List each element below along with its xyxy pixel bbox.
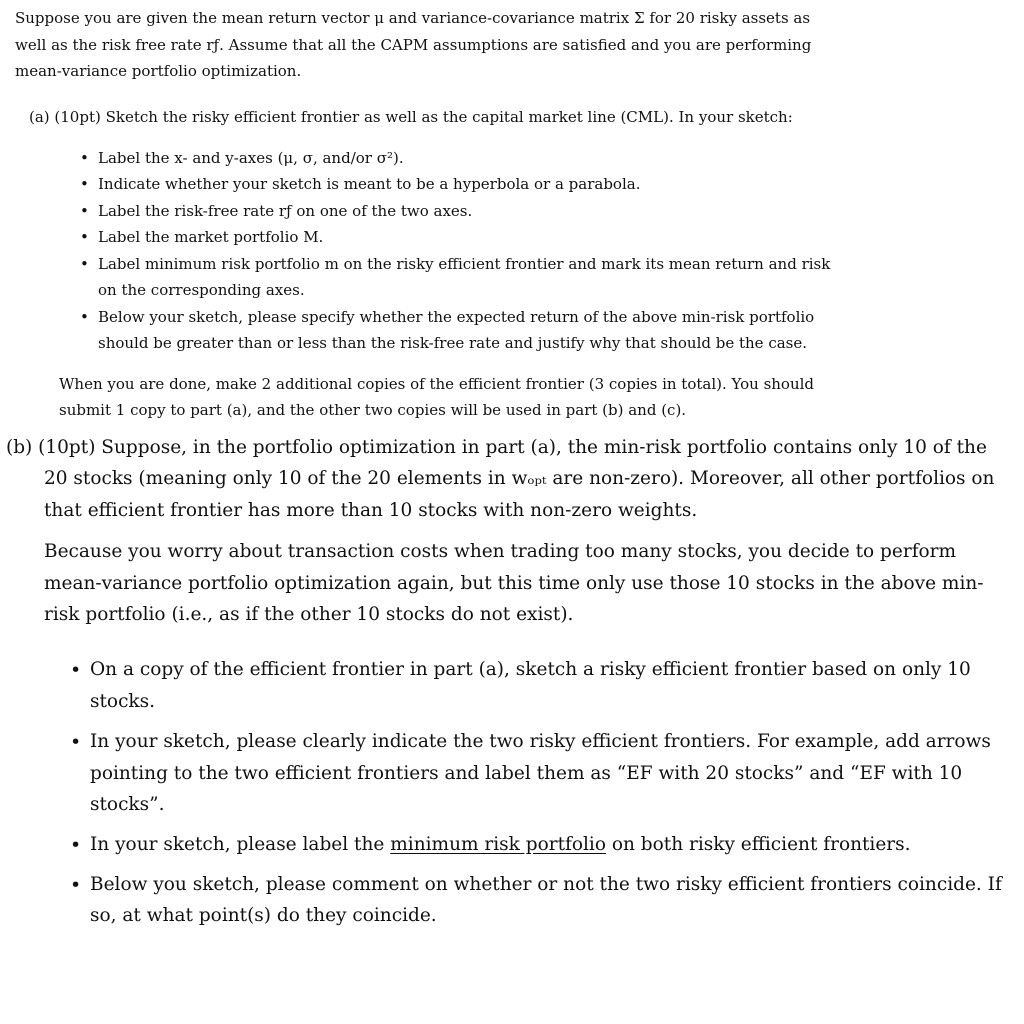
intro-line-2: well as the risk free rate rƒ. Assume that all the CAPM assumptions are satisfied and you are performing — [15, 36, 812, 54]
part-b-bullet-3-before: In your sketch, please label the — [90, 834, 391, 855]
part-a-bullet-3: Label the risk-free rate rƒ on one of the two axes. — [98, 202, 473, 220]
part-b-bullet-3 — [90, 834, 911, 855]
part-b-bullet-3-underlined: minimum risk portfolio — [390, 834, 606, 855]
part-a-bullet-6-line-1: Below your sketch, please specify whether the expected return of the above min-risk portfolio — [98, 308, 815, 326]
bullet-icon: • — [70, 874, 82, 896]
bullet-icon: • — [80, 255, 89, 273]
bullet-icon: • — [80, 149, 89, 167]
bullet-icon: • — [70, 731, 82, 753]
part-a-bullet-5-line-2: on the corresponding axes. — [98, 281, 305, 299]
part-a-header: (a) (10pt) Sketch the risky efficient frontier as well as the capital market line (CML). In your sketch: — [29, 108, 793, 126]
part-b-para2-line-1: Because you worry about transaction costs when trading too many stocks, you decide to perform — [44, 541, 957, 562]
part-b-para2-line-3: risk portfolio (i.e., as if the other 10 stocks do not exist). — [44, 604, 574, 625]
bullet-icon: • — [80, 308, 89, 326]
part-b-bullet-2-line-1: In your sketch, please clearly indicate the two risky efficient frontiers. For example, add arrows — [90, 731, 991, 752]
part-a-bullet-2: Indicate whether your sketch is meant to be a hyperbola or a parabola. — [98, 175, 641, 193]
part-b-bullet-1-line-2: stocks. — [90, 691, 156, 712]
part-b-bullet-2-line-3: stocks”. — [90, 794, 165, 815]
part-a-bullet-4: Label the market portfolio M. — [98, 228, 324, 246]
part-a-bullet-5-line-1: Label minimum risk portfolio m on the risky efficient frontier and mark its mean return and risk — [98, 255, 831, 273]
bullet-icon: • — [70, 659, 82, 681]
bullet-icon: • — [80, 228, 89, 246]
intro-line-1: Suppose you are given the mean return vector μ and variance-covariance matrix Σ for 20 risky assets as — [15, 9, 811, 27]
part-b-bullet-1-line-1: On a copy of the efficient frontier in part (a), sketch a risky efficient frontier based on only 10 — [90, 659, 971, 680]
part-a-note-line-2: submit 1 copy to part (a), and the other two copies will be used in part (b) and (c). — [59, 401, 687, 419]
part-b-bullet-2-line-2: pointing to the two efficient frontiers and label them as “EF with 20 stocks” and “EF with 10 — [90, 763, 963, 784]
part-b-bullet-4-line-2: so, at what point(s) do they coincide. — [90, 905, 437, 926]
bullet-icon: • — [70, 834, 82, 856]
part-b-line-3: that efficient frontier has more than 10 stocks with non-zero weights. — [44, 500, 698, 521]
part-a-bullet-6-line-2: should be greater than or less than the risk-free rate and justify why that should be the case. — [98, 334, 808, 352]
part-a-note-line-1: When you are done, make 2 additional copies of the efficient frontier (3 copies in total). You should — [59, 375, 815, 393]
part-b-bullet-3-after: on both risky efficient frontiers. — [605, 834, 911, 855]
intro-line-3: mean-variance portfolio optimization. — [15, 62, 302, 80]
part-b-para2-line-2: mean-variance portfolio optimization again, but this time only use those 10 stocks in the above min- — [44, 573, 984, 594]
bullet-icon: • — [80, 175, 89, 193]
part-b-line-2: 20 stocks (meaning only 10 of the 20 elements in wₒₚₜ are non-zero). Moreover, all other portfolios on — [44, 468, 995, 489]
part-a-bullet-1: Label the x- and y-axes (μ, σ, and/or σ²). — [98, 149, 404, 167]
bullet-icon: • — [80, 202, 89, 220]
part-b-line-1: (b) (10pt) Suppose, in the portfolio optimization in part (a), the min-risk portfolio contains only 10 of the — [6, 437, 987, 458]
part-b-bullet-4-line-1: Below you sketch, please comment on whether or not the two risky efficient frontiers coincide. If — [90, 874, 1002, 895]
